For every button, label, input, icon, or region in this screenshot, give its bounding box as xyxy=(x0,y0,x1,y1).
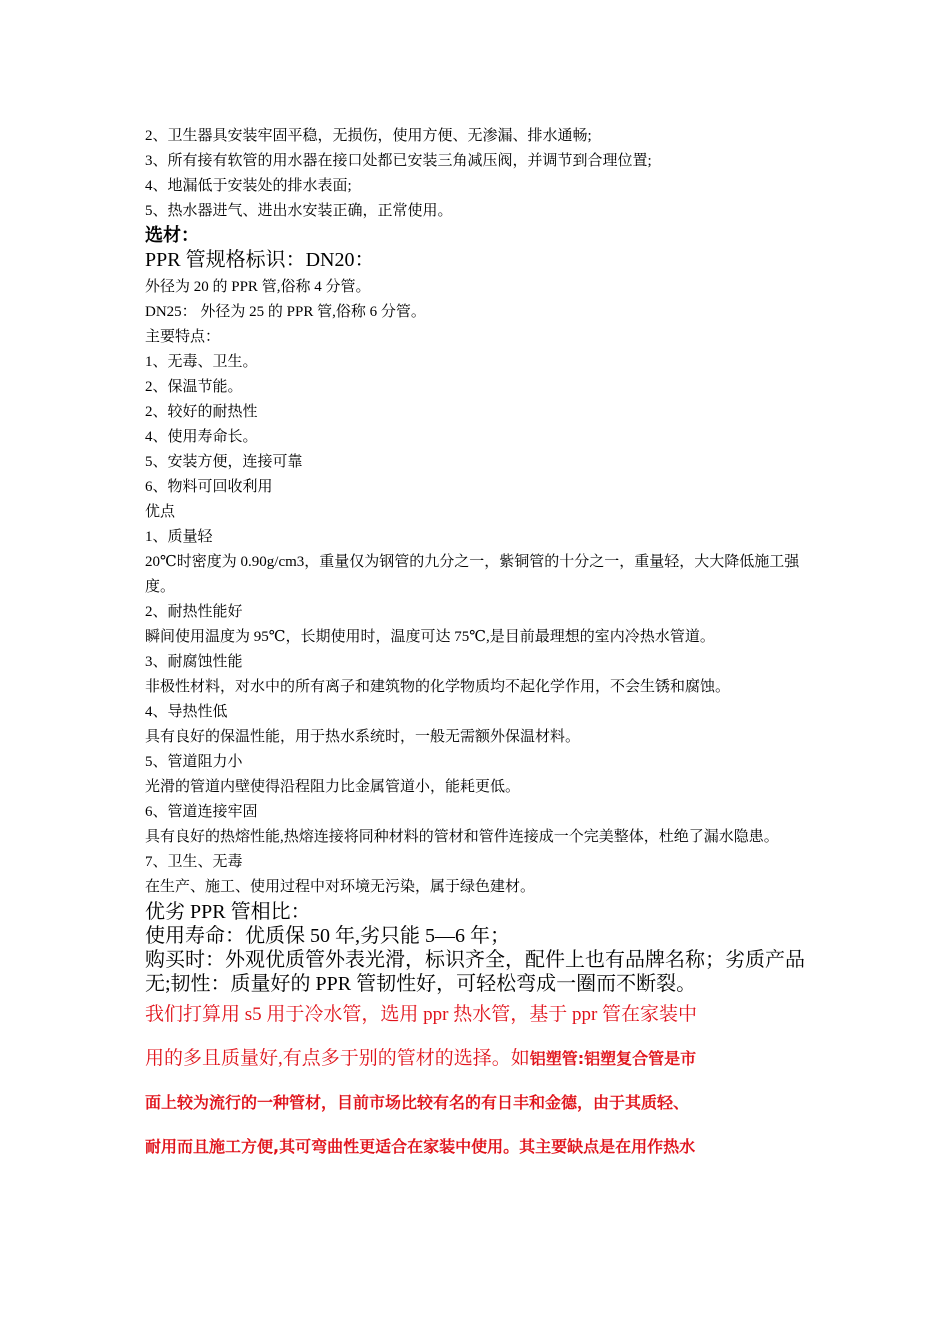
advantages-title: 优点 xyxy=(145,504,176,520)
compare-title: 优劣 PPR 管相比： xyxy=(145,901,311,923)
advantage-title: 1、质量轻 xyxy=(145,529,213,545)
feature-item: 2、保温节能。 xyxy=(145,379,243,395)
advantage-title: 4、导热性低 xyxy=(145,704,228,720)
compare-purchase: 购买时：外观优质管外表光滑，标识齐全，配件上也有品牌名称；劣质产品无;韧性：质量好的 PPR 管韧性好，可轻松弯成一圈而不断裂。 xyxy=(145,949,805,995)
install-item: 5、热水器进气、进出水安装正确，正常使用。 xyxy=(145,203,453,219)
choice-line-1 xyxy=(145,1000,810,1044)
choice-text-sans: 面上较为流行的一种管材，目前市场比较有名的有日丰和金德，由于其质轻、 xyxy=(145,1093,690,1112)
material-choice-paragraph xyxy=(145,1000,810,1176)
choice-line-2 xyxy=(145,1044,810,1088)
advantage-desc: 光滑的管道内壁使得沿程阻力比金属管道小，能耗更低。 xyxy=(145,779,521,795)
compare-lifespan: 使用寿命：优质保 50 年,劣只能 5—6 年； xyxy=(145,925,510,947)
advantage-title: 6、管道连接牢固 xyxy=(145,804,258,820)
choice-text-sans: 耐用而且施工方便,其可弯曲性更适合在家装中使用。其主要缺点是在用作热水 xyxy=(145,1137,696,1156)
advantage-title: 5、管道阻力小 xyxy=(145,754,243,770)
advantage-desc: 20℃时密度为 0.90g/cm3，重量仅为钢管的九分之一，紫铜管的十分之一，重量轻，大大降低施工强度。 xyxy=(145,554,800,595)
choice-text-sans: 铝塑管:铝塑复合管是市 xyxy=(529,1049,697,1068)
advantage-desc: 具有良好的保温性能，用于热水系统时，一般无需额外保温材料。 xyxy=(145,729,581,745)
advantage-title: 3、耐腐蚀性能 xyxy=(145,654,243,670)
advantage-title: 2、耐热性能好 xyxy=(145,604,243,620)
choice-line-4 xyxy=(145,1132,810,1176)
document-body xyxy=(145,124,810,1176)
feature-item: 1、无毒、卫生。 xyxy=(145,354,258,370)
feature-item: 4、使用寿命长。 xyxy=(145,429,258,445)
section-title: 选材： xyxy=(145,225,199,246)
advantage-desc: 在生产、施工、使用过程中对环境无污染，属于绿色建材。 xyxy=(145,879,536,895)
install-item: 3、所有接有软管的用水器在接口处都已安装三角减压阀，并调节到合理位置; xyxy=(145,153,652,169)
spec-line: 外径为 20 的 PPR 管,俗称 4 分管。 xyxy=(145,279,371,295)
choice-line-3 xyxy=(145,1088,810,1132)
advantage-desc: 具有良好的热熔性能,热熔连接将同种材料的管材和管件连接成一个完美整体，杜绝了漏水隐患。 xyxy=(145,829,779,845)
spec-line: DN25： 外径为 25 的 PPR 管,俗称 6 分管。 xyxy=(145,304,426,320)
choice-text-serif: 用的多且质量好,有点多于别的管材的选择。如 xyxy=(145,1048,530,1069)
advantage-desc: 非极性材料，对水中的所有离子和建筑物的化学物质均不起化学作用，不会生锈和腐蚀。 xyxy=(145,679,731,695)
choice-text-serif: 我们打算用 s5 用于冷水管，选用 ppr 热水管，基于 ppr 管在家装中 xyxy=(145,1004,698,1025)
feature-item: 5、安装方便，连接可靠 xyxy=(145,454,303,470)
install-item: 4、地漏低于安装处的排水表面; xyxy=(145,178,352,194)
advantage-desc: 瞬间使用温度为 95℃，长期使用时，温度可达 75℃,是目前最理想的室内冷热水管道。 xyxy=(145,629,715,645)
feature-item: 2、较好的耐热性 xyxy=(145,404,258,420)
advantage-title: 7、卫生、无毒 xyxy=(145,854,243,870)
feature-item: 6、物料可回收利用 xyxy=(145,479,273,495)
install-item: 2、卫生器具安装牢固平稳，无损伤，使用方便、无渗漏、排水通畅; xyxy=(145,128,592,144)
spec-heading: PPR 管规格标识：DN20： xyxy=(145,249,375,271)
features-title: 主要特点： xyxy=(145,329,221,345)
